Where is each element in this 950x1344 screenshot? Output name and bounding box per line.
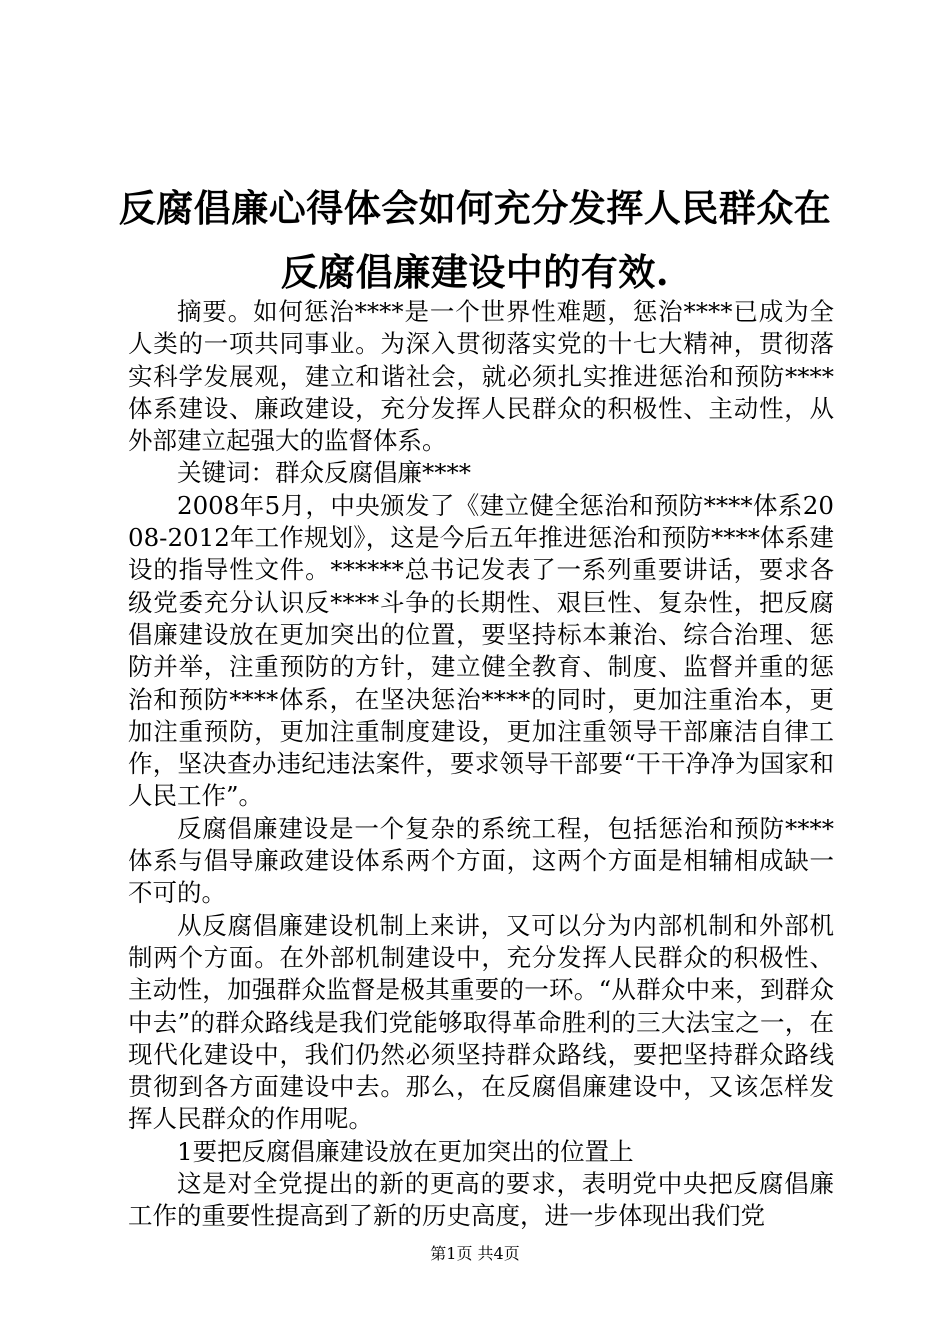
keywords-paragraph: 关键词：群众反腐倡廉**** [177,458,471,488]
page-footer: 第1页 共4页 [430,1244,520,1263]
body-paragraph: 这是对全党提出的新的更高的要求，表明党中央把反腐倡廉工作的重要性提高到了新的历史高度，进一步体现出我们党 [128,1169,834,1231]
body-paragraph: 2008年5月，中央颁发了《建立健全惩治和预防****体系2008-2012年工作规划》，这是今后五年推进惩治和预防****体系建设的指导性文件。******总书记发表了一系列重要讲话，要求各级党委充分认识反****斗争的长期性、艰巨性、复杂性，把反腐倡廉建设放在更加突出的位置，要坚持标本兼治、综合治理、惩防并举，注重预防的方针，建立健全教育、制度、监督并重的惩治和预防****体系，在坚决惩治****的同时，更加注重治本，更加注重预防，更加注重制度建设，更加注重领导干部廉洁自律工作，坚决查办违纪违法案件，要求领导干部要“干干净净为国家和人民工作”。 [128,490,834,811]
body-paragraph: 反腐倡廉建设是一个复杂的系统工程，包括惩治和预防****体系与倡导廉政建设体系两个方面，这两个方面是相辅相成缺一不可的。 [128,813,834,908]
abstract-paragraph: 摘要。如何惩治****是一个世界性难题，惩治****已成为全人类的一项共同事业。为深入贯彻落实党的十七大精神，贯彻落实科学发展观，建立和谐社会，就必须扎实推进惩治和预防****体系建设、廉政建设，充分发挥人民群众的积极性、主动性，从外部建立起强大的监督体系。 [128,297,834,456]
document-body [128,296,834,1233]
body-paragraph: 从反腐倡廉建设机制上来讲，又可以分为内部机制和外部机制两个方面。在外部机制建设中，充分发挥人民群众的积极性、主动性，加强群众监督是极其重要的一环。“从群众中来，到群众中去”的群众路线是我们党能够取得革命胜利的三大法宝之一，在现代化建设中，我们仍然必须坚持群众路线，要把坚持群众路线贯彻到各方面建设中去。那么，在反腐倡廉建设中，又该怎样发挥人民群众的作用呢。 [128,910,834,1134]
section-heading: 1要把反腐倡廉建设放在更加突出的位置上 [177,1136,634,1166]
document-title: 反腐倡廉心得体会如何充分发挥人民群众在反腐倡廉建设中的有效. [118,186,832,294]
